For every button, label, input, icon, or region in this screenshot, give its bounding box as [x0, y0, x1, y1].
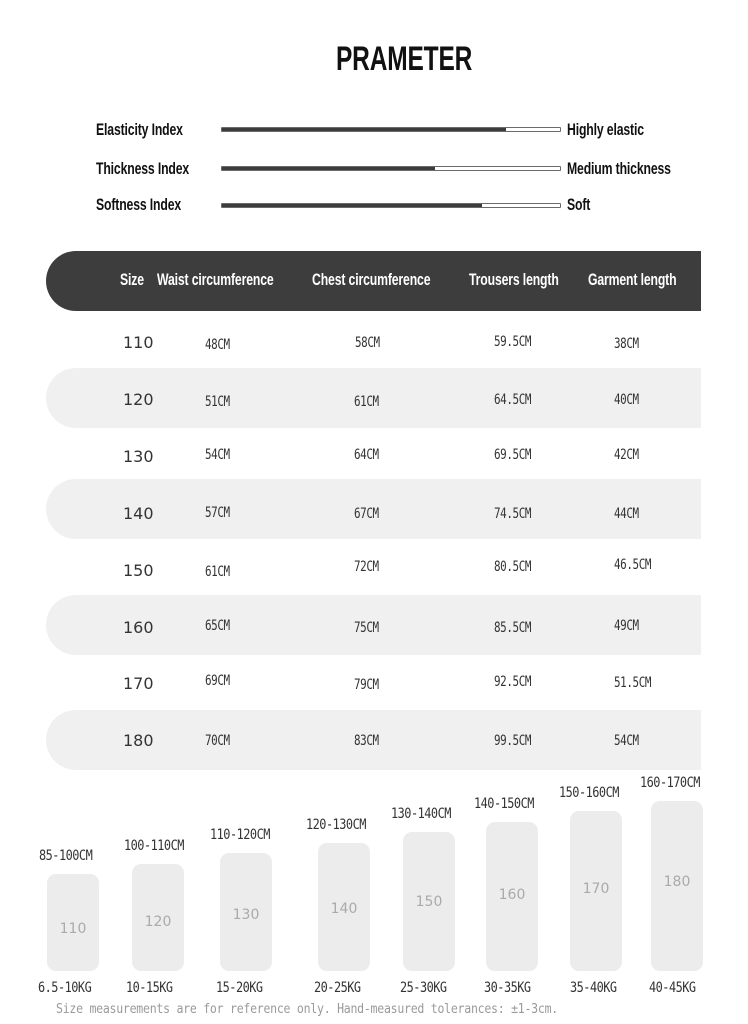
header-garment: Garment length — [588, 270, 677, 289]
height-range-label: 85-100CM — [39, 848, 93, 864]
trousers-cell: 99.5CM — [494, 732, 532, 749]
chart-bar — [403, 832, 455, 971]
trousers-cell: 59.5CM — [494, 333, 532, 350]
thickness-index-bar — [221, 166, 561, 171]
height-range-label: 130-140CM — [391, 806, 451, 823]
chart-bar — [486, 822, 538, 971]
softness-index-bar — [221, 203, 561, 208]
chest-cell: 72CM — [354, 558, 379, 575]
size-cell: 180 — [123, 731, 154, 751]
header-chest: Chest circumference — [312, 270, 431, 289]
bar-size-label: 180 — [663, 874, 691, 891]
garment-cell: 44CM — [614, 505, 639, 522]
trousers-cell: 64.5CM — [494, 391, 532, 408]
garment-cell: 40CM — [614, 391, 639, 408]
chest-cell: 83CM — [354, 732, 379, 749]
chart-bar — [132, 864, 184, 971]
trousers-cell: 85.5CM — [494, 619, 532, 636]
trousers-cell: 80.5CM — [494, 558, 532, 575]
waist-cell: 69CM — [205, 672, 230, 689]
header-waist: Waist circumference — [157, 270, 274, 289]
height-range-label: 160-170CM — [640, 775, 700, 791]
size-cell: 130 — [123, 447, 154, 467]
garment-cell: 46.5CM — [614, 556, 652, 573]
trousers-cell: 69.5CM — [494, 446, 532, 463]
bar-size-label: 150 — [415, 894, 443, 911]
weight-range-label: 6.5-10KG — [38, 980, 92, 996]
height-range-label: 120-130CM — [306, 816, 366, 833]
chest-cell: 79CM — [354, 676, 379, 693]
chest-cell: 67CM — [354, 505, 379, 522]
bar-size-label: 130 — [232, 907, 260, 924]
bar-size-label: 160 — [498, 887, 526, 904]
height-range-label: 100-110CM — [124, 837, 184, 854]
weight-range-label: 25-30KG — [400, 980, 447, 996]
weight-range-label: 35-40KG — [570, 980, 617, 996]
garment-cell: 51.5CM — [614, 674, 652, 691]
weight-range-label: 30-35KG — [484, 980, 531, 996]
weight-range-label: 40-45KG — [649, 980, 696, 996]
garment-cell: 42CM — [614, 446, 639, 463]
softness-index-fill — [222, 204, 482, 207]
height-range-label: 150-160CM — [559, 785, 619, 802]
size-cell: 140 — [123, 504, 154, 524]
weight-range-label: 20-25KG — [314, 980, 361, 996]
chest-cell: 61CM — [354, 393, 379, 410]
weight-range-label: 10-15KG — [126, 980, 173, 996]
waist-cell: 51CM — [205, 393, 230, 410]
thickness-index-label: Thickness Index — [96, 159, 190, 178]
chest-cell: 64CM — [354, 446, 379, 463]
chart-bar — [47, 874, 99, 971]
trousers-cell: 74.5CM — [494, 505, 532, 522]
chart-bar — [220, 853, 272, 971]
weight-range-label: 15-20KG — [216, 980, 263, 996]
size-cell: 110 — [123, 333, 154, 353]
trousers-cell: 92.5CM — [494, 673, 532, 690]
chart-bar — [318, 843, 370, 971]
thickness-index-value: Medium thickness — [567, 159, 671, 178]
chart-bar — [570, 811, 622, 971]
bar-size-label: 170 — [582, 880, 610, 897]
waist-cell: 57CM — [205, 504, 230, 521]
elasticity-index-value: Highly elastic — [567, 120, 644, 139]
garment-cell: 38CM — [614, 335, 639, 352]
elasticity-index-fill — [222, 128, 506, 131]
thickness-index-fill — [222, 167, 435, 170]
garment-cell: 49CM — [614, 617, 639, 634]
chart-bar — [651, 801, 703, 971]
garment-cell: 54CM — [614, 732, 639, 749]
waist-cell: 70CM — [205, 732, 230, 749]
height-range-label: 140-150CM — [474, 795, 534, 812]
softness-index-value: Soft — [567, 195, 591, 214]
chest-cell: 58CM — [355, 334, 380, 351]
header-size: Size — [120, 270, 144, 289]
size-cell: 160 — [123, 618, 154, 638]
height-range-label: 110-120CM — [210, 827, 270, 844]
size-cell: 120 — [123, 390, 154, 410]
footnote: Size measurements are for reference only. Hand-measured tolerances: ±1-3cm. — [56, 1001, 558, 1017]
waist-cell: 54CM — [205, 446, 230, 463]
bar-size-label: 140 — [330, 900, 358, 917]
waist-cell: 65CM — [205, 617, 230, 634]
bar-size-label: 110 — [59, 920, 87, 937]
waist-cell: 61CM — [205, 563, 230, 580]
softness-index-label: Softness Index — [96, 195, 182, 214]
waist-cell: 48CM — [205, 336, 230, 353]
size-cell: 170 — [123, 674, 154, 694]
elasticity-index-label: Elasticity Index — [96, 120, 183, 139]
header-trousers: Trousers length — [469, 270, 559, 289]
bar-size-label: 120 — [144, 913, 172, 930]
chest-cell: 75CM — [354, 619, 379, 636]
page-title: PRAMETER — [336, 40, 473, 78]
size-cell: 150 — [123, 561, 154, 581]
elasticity-index-bar — [221, 127, 561, 132]
